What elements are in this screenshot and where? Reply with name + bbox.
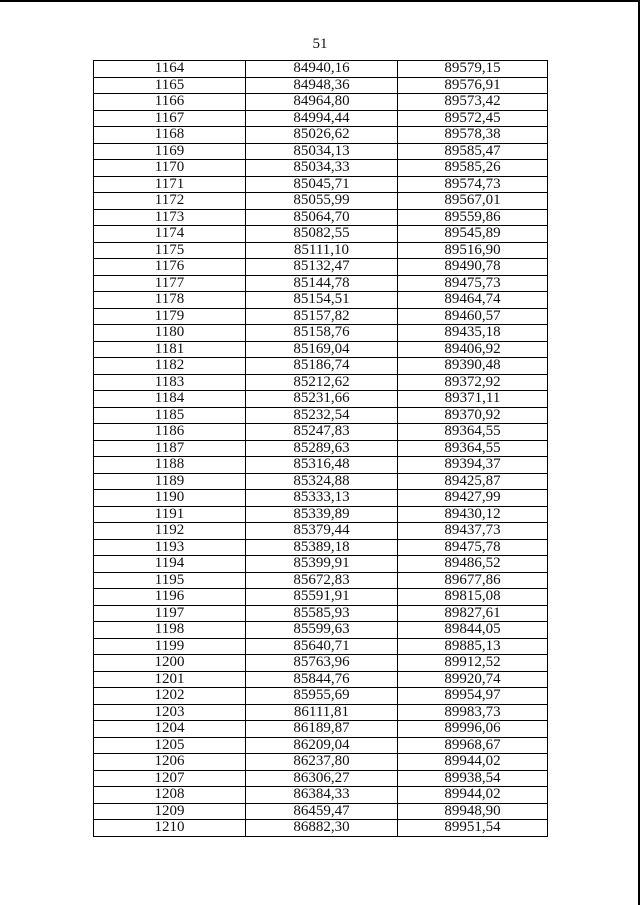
- point-number-cell: 1202: [94, 688, 246, 705]
- x-coordinate-cell: 85111,10: [246, 242, 398, 259]
- table-row: [94, 341, 548, 358]
- x-coordinate-cell: 84994,44: [246, 110, 398, 127]
- table-row: [94, 160, 548, 177]
- point-number-cell: 1208: [94, 787, 246, 804]
- x-coordinate-cell: 85055,99: [246, 193, 398, 210]
- table-row: [94, 820, 548, 837]
- table-row: [94, 523, 548, 540]
- y-coordinate-cell: 89578,38: [398, 127, 548, 144]
- table-row: [94, 308, 548, 325]
- y-coordinate-cell: 89545,89: [398, 226, 548, 243]
- point-number-cell: 1173: [94, 209, 246, 226]
- table-row: [94, 770, 548, 787]
- y-coordinate-cell: 89490,78: [398, 259, 548, 276]
- point-number-cell: 1186: [94, 424, 246, 441]
- point-number-cell: 1206: [94, 754, 246, 771]
- point-number-cell: 1177: [94, 275, 246, 292]
- table-row: [94, 655, 548, 672]
- table-row: [94, 226, 548, 243]
- point-number-cell: 1197: [94, 605, 246, 622]
- table-row: [94, 193, 548, 210]
- y-coordinate-cell: 89938,54: [398, 770, 548, 787]
- table-row: [94, 787, 548, 804]
- x-coordinate-cell: 85316,48: [246, 457, 398, 474]
- table-row: [94, 803, 548, 820]
- y-coordinate-cell: 89406,92: [398, 341, 548, 358]
- x-coordinate-cell: 85045,71: [246, 176, 398, 193]
- x-coordinate-cell: 85144,78: [246, 275, 398, 292]
- x-coordinate-cell: 85640,71: [246, 638, 398, 655]
- y-coordinate-cell: 89364,55: [398, 440, 548, 457]
- table-row: [94, 589, 548, 606]
- y-coordinate-cell: 89437,73: [398, 523, 548, 540]
- point-number-cell: 1207: [94, 770, 246, 787]
- point-number-cell: 1189: [94, 473, 246, 490]
- table-row: [94, 638, 548, 655]
- x-coordinate-cell: 85389,18: [246, 539, 398, 556]
- x-coordinate-cell: 84964,80: [246, 94, 398, 111]
- table-row: [94, 539, 548, 556]
- table-row: [94, 259, 548, 276]
- y-coordinate-cell: 89920,74: [398, 671, 548, 688]
- y-coordinate-cell: 89885,13: [398, 638, 548, 655]
- table-row: [94, 704, 548, 721]
- x-coordinate-cell: 85158,76: [246, 325, 398, 342]
- table-row: [94, 61, 548, 78]
- table-row: [94, 358, 548, 375]
- table-row: [94, 572, 548, 589]
- x-coordinate-cell: 85289,63: [246, 440, 398, 457]
- x-coordinate-cell: 85212,62: [246, 374, 398, 391]
- x-coordinate-cell: 84948,36: [246, 77, 398, 94]
- point-number-cell: 1191: [94, 506, 246, 523]
- table-row: [94, 275, 548, 292]
- point-number-cell: 1188: [94, 457, 246, 474]
- point-number-cell: 1195: [94, 572, 246, 589]
- y-coordinate-cell: 89460,57: [398, 308, 548, 325]
- point-number-cell: 1187: [94, 440, 246, 457]
- y-coordinate-cell: 89572,45: [398, 110, 548, 127]
- x-coordinate-cell: 85585,93: [246, 605, 398, 622]
- point-number-cell: 1204: [94, 721, 246, 738]
- x-coordinate-cell: 86384,33: [246, 787, 398, 804]
- x-coordinate-cell: 85247,83: [246, 424, 398, 441]
- x-coordinate-cell: 86459,47: [246, 803, 398, 820]
- x-coordinate-cell: 85082,55: [246, 226, 398, 243]
- table-row: [94, 391, 548, 408]
- point-number-cell: 1209: [94, 803, 246, 820]
- point-number-cell: 1181: [94, 341, 246, 358]
- point-number-cell: 1166: [94, 94, 246, 111]
- y-coordinate-cell: 89983,73: [398, 704, 548, 721]
- table-row: [94, 556, 548, 573]
- y-coordinate-cell: 89516,90: [398, 242, 548, 259]
- point-number-cell: 1165: [94, 77, 246, 94]
- x-coordinate-cell: 86189,87: [246, 721, 398, 738]
- point-number-cell: 1175: [94, 242, 246, 259]
- table-row: [94, 407, 548, 424]
- y-coordinate-cell: 89844,05: [398, 622, 548, 639]
- point-number-cell: 1183: [94, 374, 246, 391]
- table-row: [94, 424, 548, 441]
- table-row: [94, 325, 548, 342]
- table-row: [94, 176, 548, 193]
- y-coordinate-cell: 89567,01: [398, 193, 548, 210]
- table-row: [94, 143, 548, 160]
- y-coordinate-cell: 89574,73: [398, 176, 548, 193]
- x-coordinate-cell: 85232,54: [246, 407, 398, 424]
- point-number-cell: 1199: [94, 638, 246, 655]
- table-row: [94, 292, 548, 309]
- table-row: [94, 721, 548, 738]
- x-coordinate-cell: 85599,63: [246, 622, 398, 639]
- point-number-cell: 1203: [94, 704, 246, 721]
- y-coordinate-cell: 89464,74: [398, 292, 548, 309]
- table-row: [94, 754, 548, 771]
- point-number-cell: 1176: [94, 259, 246, 276]
- y-coordinate-cell: 89371,11: [398, 391, 548, 408]
- x-coordinate-cell: 85026,62: [246, 127, 398, 144]
- point-number-cell: 1201: [94, 671, 246, 688]
- point-number-cell: 1193: [94, 539, 246, 556]
- page-number: 51: [312, 36, 328, 52]
- x-coordinate-cell: 84940,16: [246, 61, 398, 78]
- y-coordinate-cell: 89364,55: [398, 424, 548, 441]
- x-coordinate-cell: 86882,30: [246, 820, 398, 837]
- point-number-cell: 1194: [94, 556, 246, 573]
- point-number-cell: 1200: [94, 655, 246, 672]
- table-row: [94, 473, 548, 490]
- point-number-cell: 1170: [94, 160, 246, 177]
- y-coordinate-cell: 89677,86: [398, 572, 548, 589]
- x-coordinate-cell: 85955,69: [246, 688, 398, 705]
- y-coordinate-cell: 89427,99: [398, 490, 548, 507]
- y-coordinate-cell: 89430,12: [398, 506, 548, 523]
- y-coordinate-cell: 89954,97: [398, 688, 548, 705]
- point-number-cell: 1167: [94, 110, 246, 127]
- x-coordinate-cell: 85154,51: [246, 292, 398, 309]
- y-coordinate-cell: 89585,47: [398, 143, 548, 160]
- y-coordinate-cell: 89425,87: [398, 473, 548, 490]
- x-coordinate-cell: 85034,13: [246, 143, 398, 160]
- y-coordinate-cell: 89559,86: [398, 209, 548, 226]
- point-number-cell: 1179: [94, 308, 246, 325]
- x-coordinate-cell: 85034,33: [246, 160, 398, 177]
- point-number-cell: 1198: [94, 622, 246, 639]
- table-row: [94, 605, 548, 622]
- x-coordinate-cell: 85339,89: [246, 506, 398, 523]
- y-coordinate-cell: 89394,37: [398, 457, 548, 474]
- coordinates-table-body: [94, 61, 548, 837]
- x-coordinate-cell: 85591,91: [246, 589, 398, 606]
- y-coordinate-cell: 89951,54: [398, 820, 548, 837]
- x-coordinate-cell: 85186,74: [246, 358, 398, 375]
- x-coordinate-cell: 85231,66: [246, 391, 398, 408]
- table-row: [94, 490, 548, 507]
- y-coordinate-cell: 89390,48: [398, 358, 548, 375]
- point-number-cell: 1196: [94, 589, 246, 606]
- y-coordinate-cell: 89944,02: [398, 754, 548, 771]
- table-row: [94, 506, 548, 523]
- table-row: [94, 94, 548, 111]
- y-coordinate-cell: 89585,26: [398, 160, 548, 177]
- x-coordinate-cell: 85763,96: [246, 655, 398, 672]
- page-top-border: [0, 0, 640, 2]
- table-row: [94, 440, 548, 457]
- coordinates-table: [93, 60, 548, 837]
- y-coordinate-cell: 89996,06: [398, 721, 548, 738]
- table-row: [94, 457, 548, 474]
- x-coordinate-cell: 86306,27: [246, 770, 398, 787]
- y-coordinate-cell: 89372,92: [398, 374, 548, 391]
- table-row: [94, 671, 548, 688]
- point-number-cell: 1184: [94, 391, 246, 408]
- table-row: [94, 209, 548, 226]
- x-coordinate-cell: 85672,83: [246, 572, 398, 589]
- point-number-cell: 1172: [94, 193, 246, 210]
- y-coordinate-cell: 89968,67: [398, 737, 548, 754]
- table-row: [94, 242, 548, 259]
- y-coordinate-cell: 89435,18: [398, 325, 548, 342]
- y-coordinate-cell: 89944,02: [398, 787, 548, 804]
- y-coordinate-cell: 89912,52: [398, 655, 548, 672]
- x-coordinate-cell: 85399,91: [246, 556, 398, 573]
- x-coordinate-cell: 86209,04: [246, 737, 398, 754]
- point-number-cell: 1171: [94, 176, 246, 193]
- x-coordinate-cell: 86111,81: [246, 704, 398, 721]
- y-coordinate-cell: 89475,73: [398, 275, 548, 292]
- y-coordinate-cell: 89827,61: [398, 605, 548, 622]
- y-coordinate-cell: 89948,90: [398, 803, 548, 820]
- point-number-cell: 1185: [94, 407, 246, 424]
- table-row: [94, 110, 548, 127]
- point-number-cell: 1178: [94, 292, 246, 309]
- x-coordinate-cell: 85132,47: [246, 259, 398, 276]
- point-number-cell: 1182: [94, 358, 246, 375]
- y-coordinate-cell: 89370,92: [398, 407, 548, 424]
- point-number-cell: 1168: [94, 127, 246, 144]
- x-coordinate-cell: 85157,82: [246, 308, 398, 325]
- y-coordinate-cell: 89573,42: [398, 94, 548, 111]
- x-coordinate-cell: 85844,76: [246, 671, 398, 688]
- table-row: [94, 622, 548, 639]
- point-number-cell: 1174: [94, 226, 246, 243]
- point-number-cell: 1164: [94, 61, 246, 78]
- point-number-cell: 1169: [94, 143, 246, 160]
- point-number-cell: 1210: [94, 820, 246, 837]
- table-row: [94, 127, 548, 144]
- y-coordinate-cell: 89579,15: [398, 61, 548, 78]
- point-number-cell: 1205: [94, 737, 246, 754]
- table-row: [94, 688, 548, 705]
- table-row: [94, 77, 548, 94]
- point-number-cell: 1190: [94, 490, 246, 507]
- y-coordinate-cell: 89815,08: [398, 589, 548, 606]
- y-coordinate-cell: 89475,78: [398, 539, 548, 556]
- y-coordinate-cell: 89486,52: [398, 556, 548, 573]
- table-row: [94, 737, 548, 754]
- y-coordinate-cell: 89576,91: [398, 77, 548, 94]
- point-number-cell: 1192: [94, 523, 246, 540]
- x-coordinate-cell: 85169,04: [246, 341, 398, 358]
- x-coordinate-cell: 85379,44: [246, 523, 398, 540]
- table-row: [94, 374, 548, 391]
- x-coordinate-cell: 85324,88: [246, 473, 398, 490]
- x-coordinate-cell: 85064,70: [246, 209, 398, 226]
- x-coordinate-cell: 85333,13: [246, 490, 398, 507]
- point-number-cell: 1180: [94, 325, 246, 342]
- x-coordinate-cell: 86237,80: [246, 754, 398, 771]
